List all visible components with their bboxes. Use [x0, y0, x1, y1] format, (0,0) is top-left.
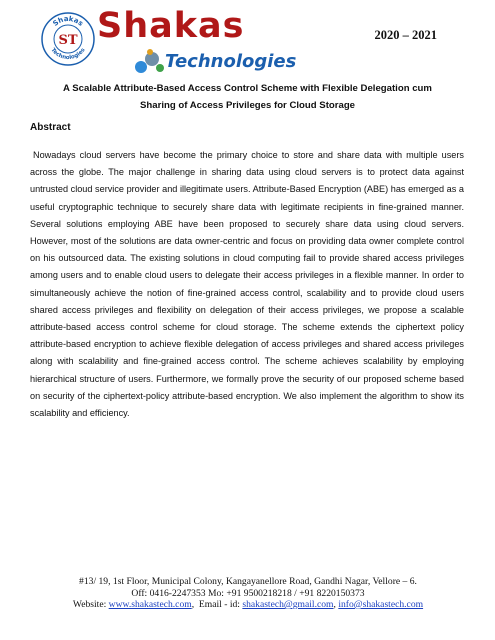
footer-address: #13/ 19, 1st Floor, Municipal Colony, Kangayanellore Road, Gandhi Nagar, Vellore – 6.: [79, 576, 417, 587]
website-label: Website:: [72, 599, 107, 610]
title-line-2: Sharing of Access Privileges for Cloud Storage: [139, 100, 356, 111]
email-label: Email - id:: [198, 599, 240, 610]
orbs-icon: [134, 48, 166, 76]
footer-phones: Off: 0416-2247353 Mo: +91 9500218218 / +91 8220150373: [131, 587, 365, 599]
abstract-body: Nowadays cloud servers have become the primary choice to store and share data with multiple users across the globe. The major challenge in sharing data using cloud servers is to protect data against untrusted cloud service provider and illegitimate users. Attribute-Based Encryption (ABE) has emerged as a useful cryptographic technique to securely share data with legitimate recipients in fine-grained manner. Several solutions employing ABE have been proposed to securely share data using cloud servers. However, most of the solutions are data owner-centric and focus on providing data owner complete control on his outsourced data. The existing solutions in cloud computing fail to provide shared access privileges among users and to enable cloud users to delegate their access privileges in a flexible manner. In order to simultaneously achieve the notion of fine-grained access control, scalability and to provide cloud users shared access privileges and flexibility on delegation of their access privileges, we propose a scalable attribute-based access control scheme for cloud storage. The scheme extends the ciphertext policy attribute-based encryption to achieve flexible delegation of access privileges and shared access privileges along with scalability and fine-grained access control. The scheme achieves scalability by employing hierarchical structure of users. Furthermore, we formally prove the security of our proposed scheme based on security of the ciphertext-policy attribute-based encryption. We also implement the algorithm to show its scalability and efficiency.: [30, 150, 464, 419]
email-link-info[interactable]: info@shakastech.com: [338, 599, 424, 610]
brand-name: Shakas: [97, 6, 245, 46]
brand-subtitle: Technologies: [165, 51, 297, 72]
svg-text:ST: ST: [58, 33, 78, 48]
footer-contact: [28, 576, 468, 611]
academic-year: 2020 – 2021: [374, 28, 437, 42]
footer-links-line: Website: www.shakastech.com, Email - id: shakastech@gmail.com, info@shakastech.com: [72, 599, 424, 610]
abstract-heading: Abstract: [30, 122, 71, 133]
company-seal: [41, 12, 95, 66]
title-line-1: A Scalable Attribute-Based Access Control Scheme with Flexible Delegation cum: [63, 83, 432, 94]
svg-text:Technologies: Technologies: [49, 47, 87, 62]
paper-title: [30, 80, 465, 114]
letterhead: [0, 0, 495, 85]
svg-text:Shakas: Shakas: [51, 14, 85, 28]
website-link[interactable]: www.shakastech.com: [108, 599, 192, 610]
email-link-gmail[interactable]: shakastech@gmail.com: [242, 599, 334, 610]
